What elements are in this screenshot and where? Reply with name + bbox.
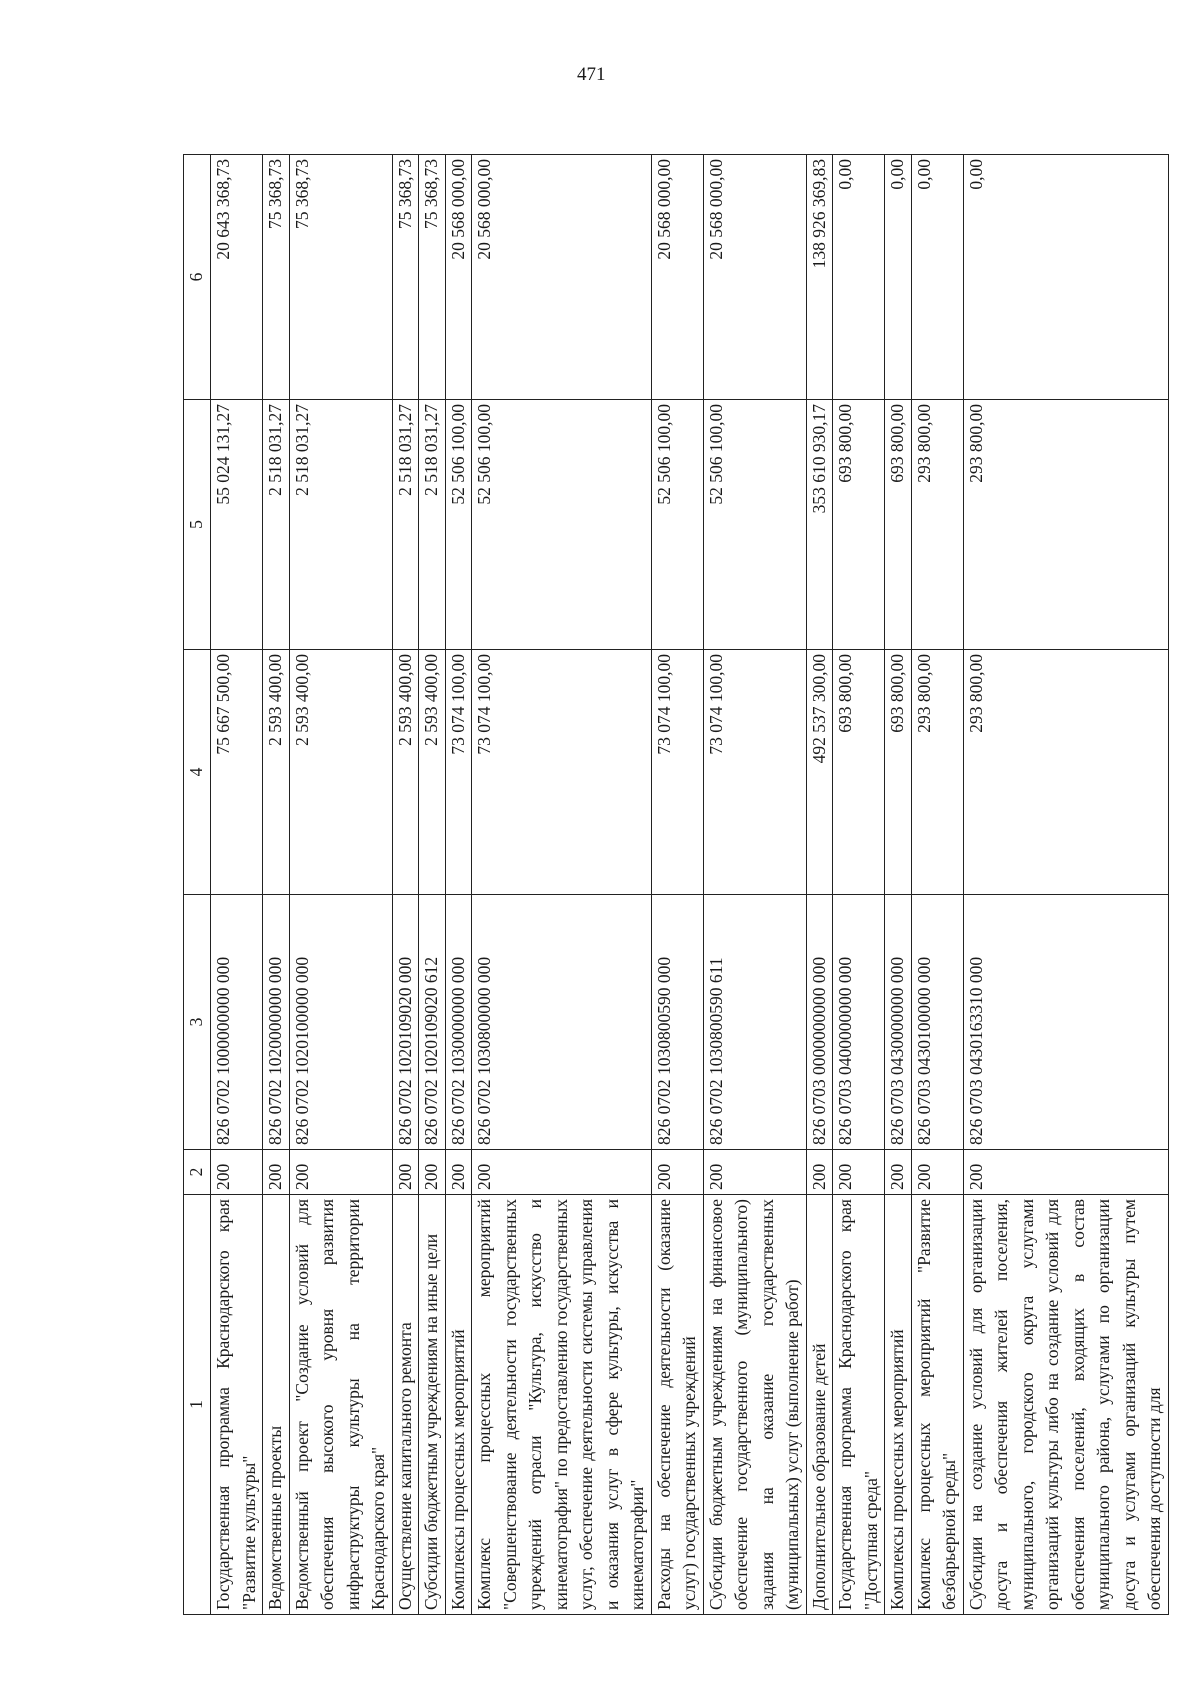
- table-row: [885, 155, 912, 1615]
- row-name-cell: Государственная программа Краснодарского края "Доступная среда": [833, 1195, 885, 1615]
- row-code-cell: 826 0703 0400000000 000: [833, 895, 885, 1150]
- row-code-cell: 826 0702 1020109020 000: [392, 895, 419, 1150]
- row-col4-cell: 293 800,00: [963, 650, 1168, 895]
- row-name-cell: Субсидии бюджетным учреждениям на иные цели: [419, 1195, 446, 1615]
- row-col6-cell: 0,00: [833, 155, 885, 400]
- row-col4-cell: 73 074 100,00: [445, 650, 472, 895]
- row-col5-cell: 293 800,00: [911, 400, 963, 650]
- budget-table: [183, 154, 1169, 1615]
- row-col6-cell: 75 368,73: [289, 155, 392, 400]
- row-col5-cell: 2 518 031,27: [289, 400, 392, 650]
- row-col4-cell: 693 800,00: [833, 650, 885, 895]
- row-col5-cell: 2 518 031,27: [263, 400, 290, 650]
- page-number: 471: [577, 64, 606, 85]
- row-col6-cell: 0,00: [911, 155, 963, 400]
- row-level-cell: 200: [833, 1150, 885, 1195]
- row-col4-cell: 2 593 400,00: [289, 650, 392, 895]
- table-row: [211, 155, 263, 1615]
- row-col5-cell: 52 506 100,00: [651, 400, 703, 650]
- column-header: 5: [184, 400, 211, 650]
- row-col6-cell: 0,00: [885, 155, 912, 400]
- row-col6-cell: 0,00: [963, 155, 1168, 400]
- row-col4-cell: 75 667 500,00: [211, 650, 263, 895]
- row-code-cell: 826 0702 1020109020 612: [419, 895, 446, 1150]
- row-level-cell: 200: [911, 1150, 963, 1195]
- row-level-cell: 200: [651, 1150, 703, 1195]
- row-col5-cell: 52 506 100,00: [703, 400, 806, 650]
- row-name-cell: Комплекс процессных мероприятий "Развитие безбарьерной среды": [911, 1195, 963, 1615]
- row-name-cell: Субсидии бюджетным учреждениям на финансовое обеспечение государственного (муниципального) задания на оказание государственных (муниципальных) услуг (выполнение работ): [703, 1195, 806, 1615]
- row-col4-cell: 293 800,00: [911, 650, 963, 895]
- row-name-cell: Государственная программа Краснодарского края "Развитие культуры": [211, 1195, 263, 1615]
- row-name-cell: Комплекс процессных мероприятий "Совершенствование деятельности государственных учреждений отрасли "Культура, искусство и кинематография" по предоставлению государственных услуг, обеспечение деятельности системы управления и оказания услуг в сфере культуры, искусства и кинематографии": [472, 1195, 652, 1615]
- table-row: [911, 155, 963, 1615]
- row-level-cell: 200: [703, 1150, 806, 1195]
- table-header-row: [184, 155, 211, 1615]
- row-code-cell: 826 0703 0000000000 000: [806, 895, 833, 1150]
- table-row: [806, 155, 833, 1615]
- row-col5-cell: 693 800,00: [833, 400, 885, 650]
- row-col6-cell: 20 568 000,00: [651, 155, 703, 400]
- column-header: 6: [184, 155, 211, 400]
- rotated-table-container: [183, 155, 1198, 1615]
- table-row: [651, 155, 703, 1615]
- row-col6-cell: 20 568 000,00: [703, 155, 806, 400]
- row-col6-cell: 75 368,73: [392, 155, 419, 400]
- row-code-cell: 826 0703 0430100000 000: [911, 895, 963, 1150]
- table-row: [963, 155, 1168, 1615]
- row-col6-cell: 75 368,73: [419, 155, 446, 400]
- column-header: 2: [184, 1150, 211, 1195]
- row-code-cell: 826 0702 1020000000 000: [263, 895, 290, 1150]
- row-code-cell: 826 0703 0430163310 000: [963, 895, 1168, 1150]
- table-row: [289, 155, 392, 1615]
- row-col6-cell: 75 368,73: [263, 155, 290, 400]
- row-code-cell: 826 0702 1000000000 000: [211, 895, 263, 1150]
- row-col5-cell: 293 800,00: [963, 400, 1168, 650]
- row-level-cell: 200: [263, 1150, 290, 1195]
- row-col5-cell: 52 506 100,00: [472, 400, 652, 650]
- row-name-cell: Комплексы процессных мероприятий: [445, 1195, 472, 1615]
- row-level-cell: 200: [419, 1150, 446, 1195]
- row-col5-cell: 353 610 930,17: [806, 400, 833, 650]
- row-col4-cell: 2 593 400,00: [419, 650, 446, 895]
- table-row: [833, 155, 885, 1615]
- row-col4-cell: 2 593 400,00: [263, 650, 290, 895]
- row-col6-cell: 20 643 368,73: [211, 155, 263, 400]
- table-row: [263, 155, 290, 1615]
- row-col4-cell: 73 074 100,00: [472, 650, 652, 895]
- row-col4-cell: 492 537 300,00: [806, 650, 833, 895]
- row-level-cell: 200: [885, 1150, 912, 1195]
- row-col5-cell: 52 506 100,00: [445, 400, 472, 650]
- row-col5-cell: 2 518 031,27: [392, 400, 419, 650]
- row-name-cell: Осуществление капитального ремонта: [392, 1195, 419, 1615]
- row-level-cell: 200: [289, 1150, 392, 1195]
- column-header: 4: [184, 650, 211, 895]
- table-row: [445, 155, 472, 1615]
- row-col6-cell: 138 926 369,83: [806, 155, 833, 400]
- row-level-cell: 200: [806, 1150, 833, 1195]
- row-level-cell: 200: [963, 1150, 1168, 1195]
- row-col4-cell: 73 074 100,00: [651, 650, 703, 895]
- row-col6-cell: 20 568 000,00: [472, 155, 652, 400]
- row-name-cell: Субсидии на создание условий для организации досуга и обеспечения жителей поселения, муниципального, городского округа услугами организаций культуры либо на создание условий для обеспечения поселений, входящих в состав муниципального района, услугами по организации досуга и услугами организаций культуры путем обеспечения доступности для: [963, 1195, 1168, 1615]
- row-code-cell: 826 0703 0430000000 000: [885, 895, 912, 1150]
- row-col4-cell: 2 593 400,00: [392, 650, 419, 895]
- row-code-cell: 826 0702 1030800000 000: [472, 895, 652, 1150]
- table-row: [419, 155, 446, 1615]
- row-col5-cell: 693 800,00: [885, 400, 912, 650]
- row-code-cell: 826 0702 1030800590 000: [651, 895, 703, 1150]
- table-row: [392, 155, 419, 1615]
- row-name-cell: Ведомственные проекты: [263, 1195, 290, 1615]
- row-level-cell: 200: [445, 1150, 472, 1195]
- row-level-cell: 200: [392, 1150, 419, 1195]
- row-col5-cell: 2 518 031,27: [419, 400, 446, 650]
- table-row: [703, 155, 806, 1615]
- row-col5-cell: 55 024 131,27: [211, 400, 263, 650]
- row-col4-cell: 693 800,00: [885, 650, 912, 895]
- column-header: 3: [184, 895, 211, 1150]
- row-col6-cell: 20 568 000,00: [445, 155, 472, 400]
- row-col4-cell: 73 074 100,00: [703, 650, 806, 895]
- row-name-cell: Ведомственный проект "Создание условий для обеспечения высокого уровня развития инфраструктуры культуры на территории Краснодарского края": [289, 1195, 392, 1615]
- table-row: [472, 155, 652, 1615]
- row-level-cell: 200: [472, 1150, 652, 1195]
- row-level-cell: 200: [211, 1150, 263, 1195]
- column-header: 1: [184, 1195, 211, 1615]
- row-code-cell: 826 0702 1030800590 611: [703, 895, 806, 1150]
- row-code-cell: 826 0702 1020100000 000: [289, 895, 392, 1150]
- row-name-cell: Расходы на обеспечение деятельности (оказание услуг) государственных учреждений: [651, 1195, 703, 1615]
- row-name-cell: Комплексы процессных мероприятий: [885, 1195, 912, 1615]
- row-code-cell: 826 0702 1030000000 000: [445, 895, 472, 1150]
- row-name-cell: Дополнительное образование детей: [806, 1195, 833, 1615]
